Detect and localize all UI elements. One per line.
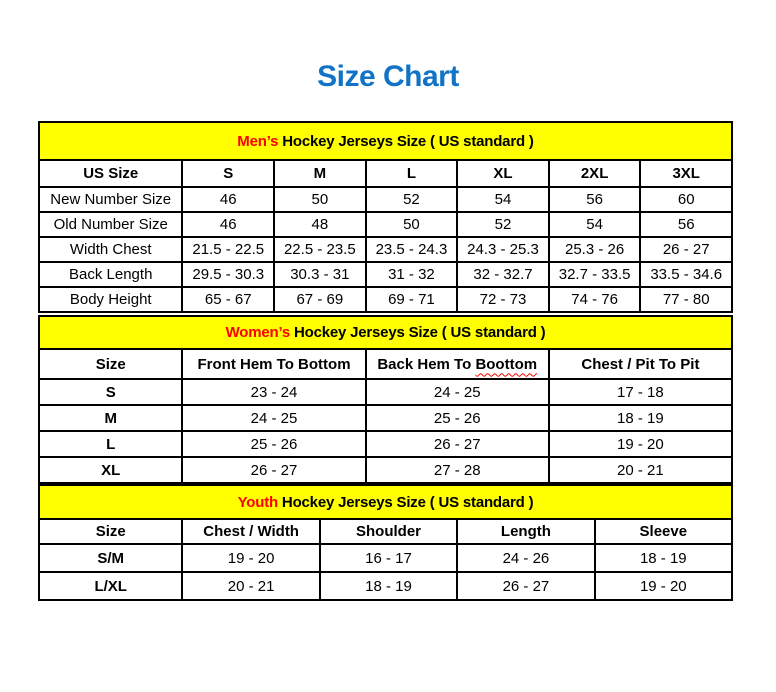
mens-section-title [39, 122, 732, 160]
column-header: M [274, 160, 366, 187]
row-label: M [39, 405, 182, 431]
value-cell: 23.5 - 24.3 [366, 237, 458, 262]
column-header [366, 349, 549, 379]
value-cell: 30.3 - 31 [274, 262, 366, 287]
table-row [39, 212, 732, 237]
row-label: S/M [39, 544, 182, 572]
table-row [39, 572, 732, 600]
value-cell: 54 [549, 212, 641, 237]
column-header-text: Back Hem To [377, 355, 476, 373]
value-cell: 26 - 27 [366, 431, 549, 457]
row-label: Width Chest [39, 237, 182, 262]
column-header: US Size [39, 160, 182, 187]
womens-header-row [39, 349, 732, 379]
row-label: New Number Size [39, 187, 182, 212]
value-cell: 16 - 17 [320, 544, 457, 572]
value-cell: 18 - 19 [595, 544, 732, 572]
youth-size-table [38, 484, 733, 601]
table-row [39, 237, 732, 262]
value-cell: 50 [366, 212, 458, 237]
table-row [39, 379, 732, 405]
value-cell: 32 - 32.7 [457, 262, 549, 287]
section-title-rest: Hockey Jerseys Size ( US standard ) [290, 324, 546, 341]
value-cell: 21.5 - 22.5 [182, 237, 274, 262]
value-cell: 27 - 28 [366, 457, 549, 483]
youth-section-title [39, 485, 732, 519]
value-cell: 18 - 19 [320, 572, 457, 600]
value-cell: 33.5 - 34.6 [640, 262, 732, 287]
value-cell: 26 - 27 [640, 237, 732, 262]
column-header: Chest / Pit To Pit [549, 349, 732, 379]
womens-section-band [39, 316, 732, 349]
value-cell: 52 [366, 187, 458, 212]
column-header: Shoulder [320, 519, 457, 544]
value-cell: 74 - 76 [549, 287, 641, 312]
value-cell: 32.7 - 33.5 [549, 262, 641, 287]
table-row [39, 544, 732, 572]
value-cell: 46 [182, 212, 274, 237]
row-label: L/XL [39, 572, 182, 600]
womens-section-title [39, 316, 732, 349]
value-cell: 24 - 25 [366, 379, 549, 405]
column-header: Front Hem To Bottom [182, 349, 365, 379]
value-cell: 24.3 - 25.3 [457, 237, 549, 262]
table-row [39, 287, 732, 312]
column-header: Size [39, 519, 182, 544]
value-cell: 67 - 69 [274, 287, 366, 312]
value-cell: 22.5 - 23.5 [274, 237, 366, 262]
section-title-highlight: Women’s [225, 324, 291, 341]
youth-header-row [39, 519, 732, 544]
value-cell: 20 - 21 [182, 572, 319, 600]
value-cell: 50 [274, 187, 366, 212]
mens-section-band [39, 122, 732, 160]
value-cell: 56 [640, 212, 732, 237]
value-cell: 77 - 80 [640, 287, 732, 312]
value-cell: 17 - 18 [549, 379, 732, 405]
value-cell: 48 [274, 212, 366, 237]
page-title: Size Chart [317, 60, 459, 93]
row-label: L [39, 431, 182, 457]
table-row [39, 187, 732, 212]
column-header: 2XL [549, 160, 641, 187]
value-cell: 24 - 25 [182, 405, 365, 431]
section-title-highlight: Youth [237, 493, 278, 511]
section-title-rest: Hockey Jerseys Size ( US standard ) [277, 493, 534, 511]
size-tables [38, 121, 733, 601]
column-header: Chest / Width [182, 519, 319, 544]
table-row [39, 262, 732, 287]
value-cell: 69 - 71 [366, 287, 458, 312]
column-header: Length [457, 519, 594, 544]
value-cell: 23 - 24 [182, 379, 365, 405]
column-header: L [366, 160, 458, 187]
value-cell: 72 - 73 [457, 287, 549, 312]
value-cell: 29.5 - 30.3 [182, 262, 274, 287]
value-cell: 56 [549, 187, 641, 212]
row-label: Old Number Size [39, 212, 182, 237]
value-cell: 54 [457, 187, 549, 212]
table-row [39, 431, 732, 457]
column-header: S [182, 160, 274, 187]
value-cell: 52 [457, 212, 549, 237]
value-cell: 20 - 21 [549, 457, 732, 483]
womens-size-table [38, 315, 733, 484]
column-header: Sleeve [595, 519, 732, 544]
table-row [39, 457, 732, 483]
value-cell: 19 - 20 [549, 431, 732, 457]
misspelled-word: Boottom [475, 355, 538, 373]
youth-section-band [39, 485, 732, 519]
row-label: XL [39, 457, 182, 483]
row-label: Back Length [39, 262, 182, 287]
value-cell: 46 [182, 187, 274, 212]
value-cell: 26 - 27 [182, 457, 365, 483]
value-cell: 19 - 20 [595, 572, 732, 600]
value-cell: 26 - 27 [457, 572, 594, 600]
column-header: 3XL [640, 160, 732, 187]
column-header: Size [39, 349, 182, 379]
value-cell: 19 - 20 [182, 544, 319, 572]
table-row [39, 405, 732, 431]
value-cell: 60 [640, 187, 732, 212]
row-label: Body Height [39, 287, 182, 312]
value-cell: 31 - 32 [366, 262, 458, 287]
value-cell: 25 - 26 [366, 405, 549, 431]
mens-size-table [38, 121, 733, 313]
value-cell: 18 - 19 [549, 405, 732, 431]
value-cell: 65 - 67 [182, 287, 274, 312]
value-cell: 25 - 26 [182, 431, 365, 457]
row-label: S [39, 379, 182, 405]
value-cell: 25.3 - 26 [549, 237, 641, 262]
mens-header-row [39, 160, 732, 187]
section-title-rest: Hockey Jerseys Size ( US standard ) [278, 132, 534, 150]
value-cell: 24 - 26 [457, 544, 594, 572]
column-header: XL [457, 160, 549, 187]
section-title-highlight: Men’s [237, 132, 279, 150]
